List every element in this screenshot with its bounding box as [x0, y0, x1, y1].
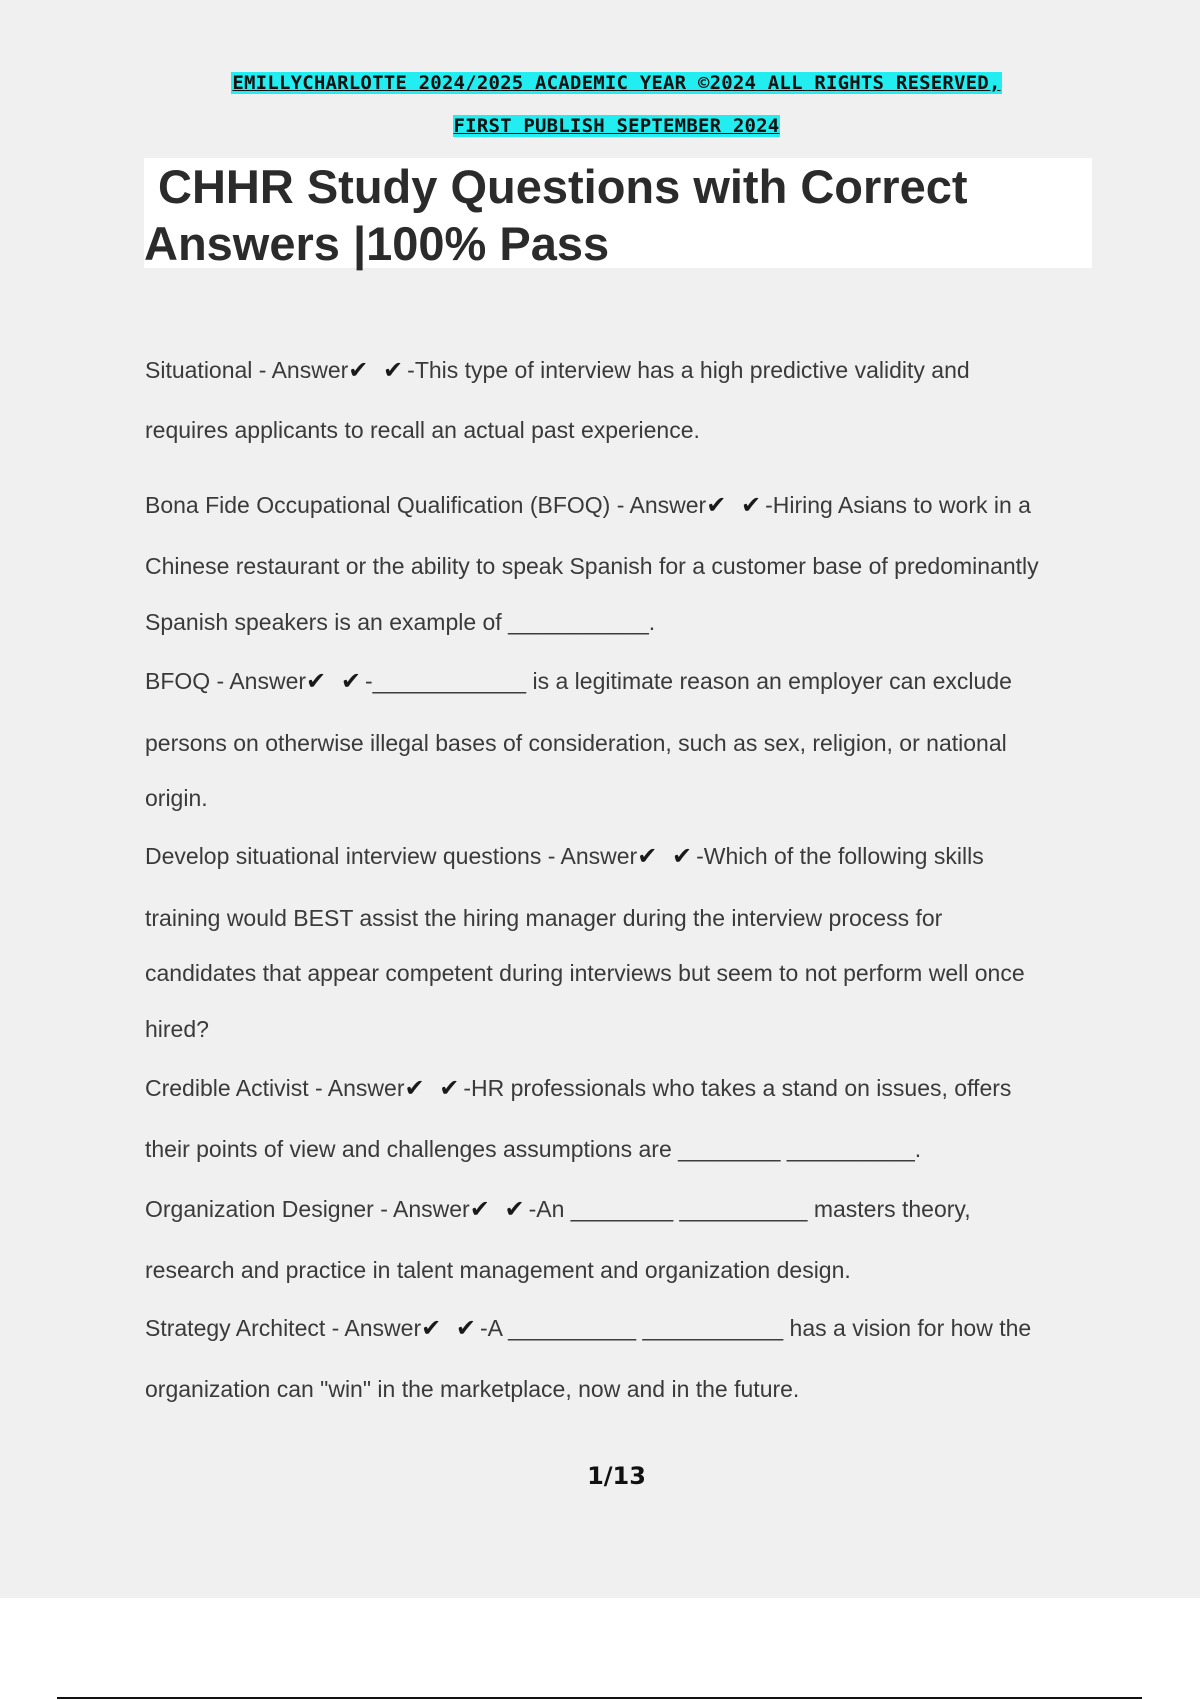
page-number: 1/13 [587, 1462, 646, 1490]
qa-2-term: Bona Fide Occupational Qualification (BFOQ) - Answer [145, 492, 707, 518]
qa-5-line-2: their points of view and challenges assumptions are ________ __________. [145, 1136, 922, 1162]
check-icon: ✔ ✔ [404, 1075, 464, 1102]
qa-2-line-2: Chinese restaurant or the ability to speak Spanish for a customer base of predominantly [145, 553, 1039, 579]
publish-header [0, 115, 1200, 137]
qa-5-term: Credible Activist - Answer [145, 1075, 405, 1101]
check-icon: ✔ ✔ [637, 843, 697, 870]
qa-4-line-1: Develop situational interview questions - Answer✔ ✔-Which of the following skills [145, 843, 984, 870]
qa-1-line-2: requires applicants to recall an actual past experience. [145, 417, 700, 443]
title-line-2: Answers |100% Pass [144, 217, 610, 270]
qa-7-line-2: organization can "win" in the marketplace, now and in the future. [145, 1376, 800, 1402]
qa-5-line-1: Credible Activist - Answer✔ ✔-HR professionals who takes a stand on issues, offers [145, 1075, 1012, 1102]
check-icon: ✔ ✔ [348, 357, 408, 384]
copyright-line-2: FIRST PUBLISH SEPTEMBER 2024 [453, 115, 780, 137]
qa-6-line-2: research and practice in talent management and organization design. [145, 1257, 851, 1283]
qa-6-term: Organization Designer - Answer [145, 1196, 470, 1222]
qa-3-line-1: BFOQ - Answer✔ ✔-____________ is a legitimate reason an employer can exclude [145, 668, 1012, 695]
check-icon: ✔ ✔ [306, 668, 365, 695]
qa-3-term: BFOQ - Answer [145, 668, 307, 694]
qa-3-line-3: origin. [145, 785, 208, 811]
page-divider [57, 1697, 1142, 1699]
check-icon: ✔ ✔ [469, 1196, 529, 1223]
qa-7-line-1: Strategy Architect - Answer✔ ✔-A __________ ___________ has a vision for how the [145, 1315, 1032, 1342]
check-icon: ✔ ✔ [421, 1315, 481, 1342]
qa-2-line-1: Bona Fide Occupational Qualification (BFOQ) - Answer✔ ✔-Hiring Asians to work in a [145, 492, 1031, 519]
qa-4-term: Develop situational interview questions - Answer [145, 843, 638, 869]
qa-4-line-4: hired? [145, 1016, 209, 1042]
title-line-1: CHHR Study Questions with Correct [158, 160, 968, 213]
qa-4-line-3: candidates that appear competent during interviews but seem to not perform well once [145, 960, 1025, 986]
qa-6-line-1: Organization Designer - Answer✔ ✔-An ________ __________ masters theory, [145, 1196, 971, 1223]
copyright-header [0, 72, 1200, 94]
qa-3-line-2: persons on otherwise illegal bases of consideration, such as sex, religion, or national [145, 730, 1007, 756]
qa-2-line-3: Spanish speakers is an example of ___________. [145, 609, 656, 635]
check-icon: ✔ ✔ [706, 492, 766, 519]
copyright-line-1: EMILLYCHARLOTTE 2024/2025 ACADEMIC YEAR ©2024 ALL RIGHTS RESERVED, [232, 72, 1001, 94]
page-title [144, 158, 1092, 272]
qa-1-line-1: Situational - Answer✔ ✔-This type of interview has a high predictive validity and [145, 357, 970, 384]
title-box [144, 158, 1092, 268]
qa-4-line-2: training would BEST assist the hiring manager during the interview process for [145, 905, 943, 931]
qa-1-term: Situational - Answer [145, 357, 349, 383]
qa-7-term: Strategy Architect - Answer [145, 1315, 422, 1341]
